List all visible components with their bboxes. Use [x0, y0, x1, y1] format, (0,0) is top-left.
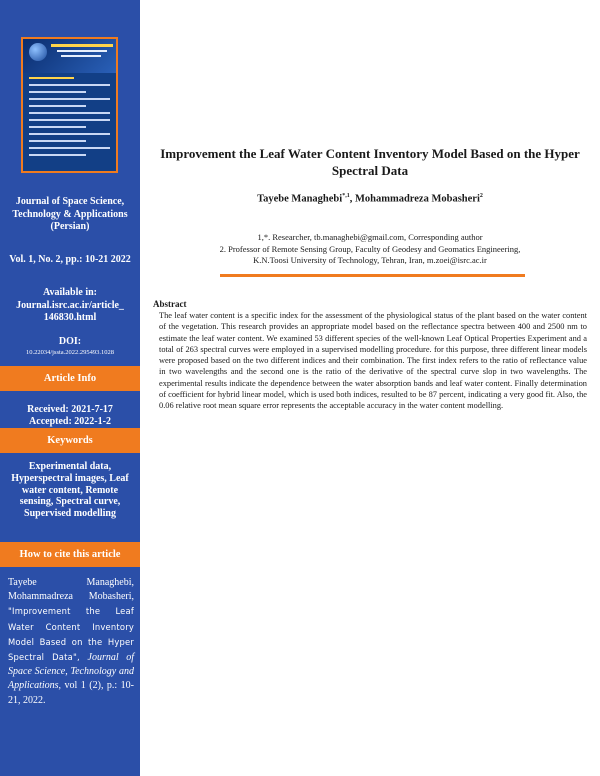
- journal-cover-image: [21, 37, 118, 173]
- abstract-body: The leaf water content is a specific index for the assessment of the physiological status of the plant based on the water content of the vegetation. This research provides an appropriate model based on the reflectance spectra between 400 and 2500 nm to estimate the leaf water content. We examined 53 different species of the well-known Leaf Optical Properties Experiment and a total of 263 spectral curves were employed in a supervised modelling procedure. for this purpose, three different linear models were proposed based on the two different indices and their combination. The first index refers to the ratio of reflectance value in two wavelengths and the second one is the ratio of the derivative of the spectral curve slop in two wavelengths. The experimental results indicate the dependence between the water absorption bands and leaf water content. Finally determination of coefficient for hybrid linear model, which is used both indices, resulted to be 87 percent, indicating a very good fit. Also, the 0.06 relative root mean square error represents the acceptable accuracy in the water content modelling.: [159, 311, 587, 411]
- doi-value[interactable]: 10.22034/jssta.2022.295493.1028: [25, 349, 115, 356]
- cite-article-title: "Improvement the Leaf Water Content Inventory Model Based on the Hyper Spectral Data",: [8, 606, 134, 663]
- cite-details: vol 1 (2), p.: 10-21, 2022.: [8, 680, 135, 706]
- author-2: Mohammadreza Mobasheri: [354, 193, 480, 205]
- cite-journal: Journal of Space Science, Technology and Applications,: [8, 652, 135, 692]
- author-2-sup: 2: [479, 193, 483, 199]
- doi-label: DOI:: [58, 336, 82, 347]
- author-separator: ,: [349, 193, 355, 205]
- paper-authors: [150, 193, 590, 205]
- article-info-heading: Article Info: [0, 366, 140, 391]
- section-divider: [220, 274, 525, 277]
- paper-title: Improvement the Leaf Water Content Inventory Model Based on the Hyper Spectral Data: [160, 146, 580, 178]
- volume-info: Vol. 1, No. 2, pp.: 10-21 2022: [9, 254, 131, 265]
- sidebar: [0, 0, 140, 776]
- keywords-list: Experimental data, Hyperspectral images, Leaf water content, Remote sensing, Spectral curve, Supervised modelling: [11, 461, 129, 520]
- cover-contents: [29, 77, 110, 171]
- article-dates: [6, 404, 134, 427]
- affiliation-3: K.N.Toosi University of Technology, Tehran, Iran, m.zoei@isrc.ac.ir: [253, 255, 487, 265]
- affiliations: [150, 232, 590, 267]
- abstract-heading: Abstract: [153, 299, 187, 309]
- available-label: Available in:: [43, 287, 97, 298]
- cite-heading: How to cite this article: [0, 542, 140, 567]
- availability: [6, 287, 134, 325]
- keywords-heading: Keywords: [0, 428, 140, 453]
- article-url[interactable]: Journal.isrc.ac.ir/article_ 146830.html: [16, 299, 124, 323]
- cite-authors: Tayebe Managhebi, Mohammadreza Mobasheri,: [8, 577, 134, 603]
- author-1-sup: *,1: [342, 193, 350, 199]
- accepted-date: Accepted: 2022-1-2: [29, 415, 111, 427]
- globe-icon: [29, 43, 47, 61]
- affiliation-2: 2. Professor of Remote Sensing Group, Faculty of Geodesy and Geomatics Engineering,: [219, 243, 521, 254]
- journal-name: Journal of Space Science, Technology & Applications (Persian): [12, 196, 128, 232]
- cover-header: [23, 39, 116, 73]
- author-1: Tayebe Managhebi: [257, 193, 343, 205]
- received-date: Received: 2021-7-17: [27, 404, 113, 415]
- affiliation-1: 1,*. Researcher, tb.managhebi@gmail.com, Corresponding author: [257, 232, 483, 242]
- citation-text: [8, 576, 134, 708]
